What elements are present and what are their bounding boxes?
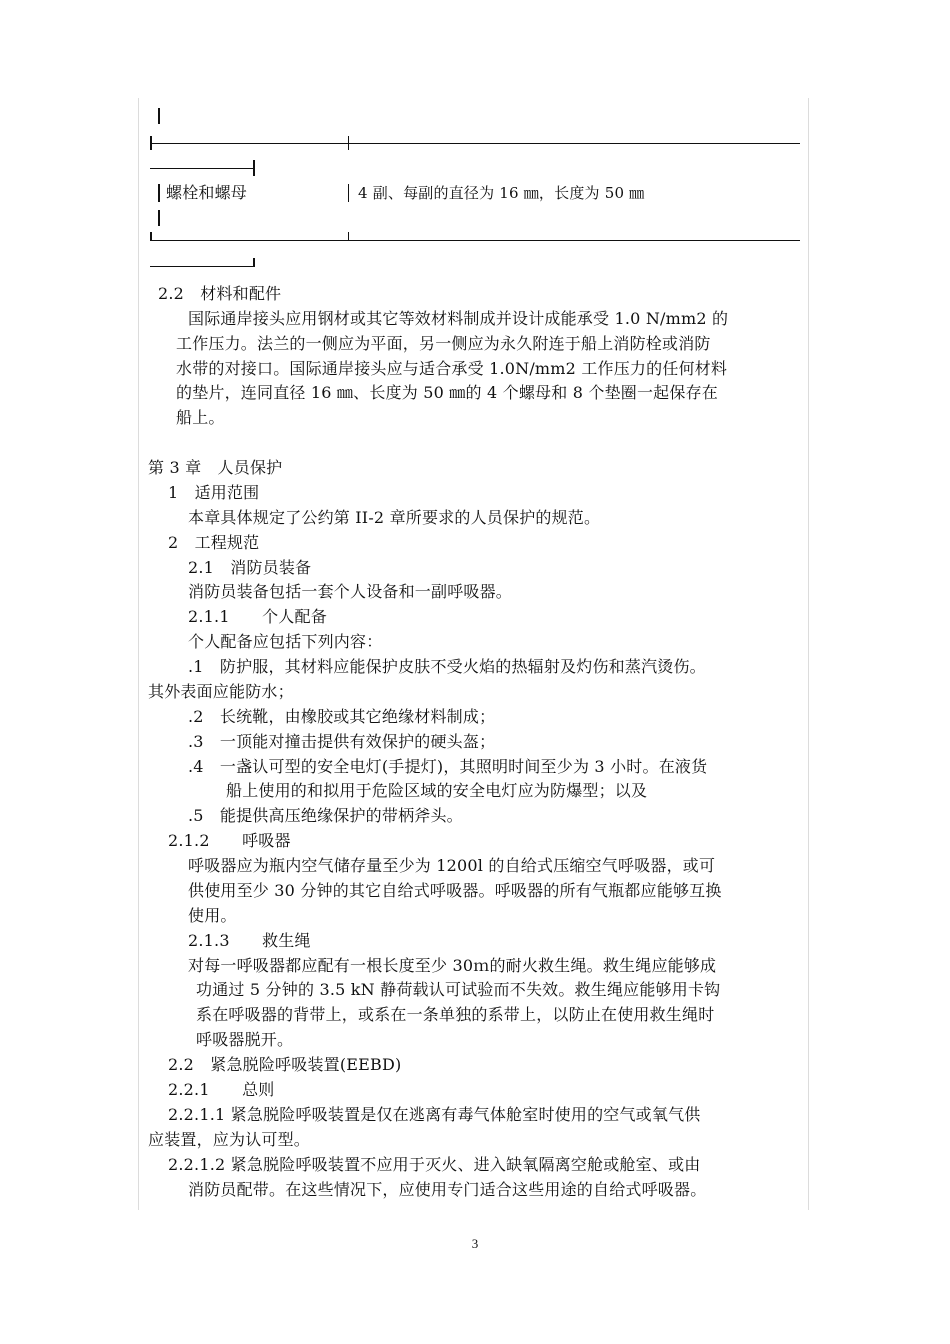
paragraph-line: 个人配备应包括下列内容： (188, 632, 383, 651)
section-heading: 2.2 紧急脱险呼吸装置(EEBD) (168, 1055, 402, 1074)
table-border (150, 168, 254, 169)
paragraph-line: 应装置，应为认可型。 (148, 1130, 311, 1149)
table-border (150, 266, 254, 267)
table-cell-value: 4 副、每副的直径为 16 ㎜，长度为 50 ㎜ (358, 184, 645, 202)
table-border (253, 160, 255, 176)
paragraph-line: 消防员配带。在这些情况下，应使用专门适合这些用途的自给式呼吸器。 (188, 1180, 707, 1199)
section-heading: 2.1.1 个人配备 (188, 607, 327, 626)
paragraph-line: 的垫片，连同直径 16 ㎜、长度为 50 ㎜的 4 个螺母和 8 个垫圈一起保存在 (176, 383, 718, 402)
paragraph-line: 船上。 (176, 408, 225, 427)
paragraph-line: 国际通岸接头应用钢材或其它等效材料制成并设计成能承受 1.0 N/mm2 的 (188, 309, 729, 328)
table-border (253, 258, 255, 267)
paragraph-line: 消防员装备包括一套个人设备和一副呼吸器。 (188, 582, 513, 601)
paragraph-line: 系在呼吸器的背带上，或系在一条单独的系带上，以防止在使用救生绳时 (196, 1005, 715, 1024)
list-item-continuation: 其外表面应能防水； (148, 682, 294, 701)
left-margin-rule (138, 98, 139, 1210)
table-border (348, 232, 349, 241)
paragraph-line: 功通过 5 分钟的 3.5 kN 静荷载认可试验而不失效。救生绳应能够用卡钩 (196, 980, 721, 999)
list-item: .1 防护服，其材料应能保护皮肤不受火焰的热辐射及灼伤和蒸汽烫伤。 (188, 657, 706, 676)
list-item: .5 能提供高压绝缘保护的带柄斧头。 (188, 806, 463, 825)
table-border (348, 184, 349, 202)
paragraph-line: 2.2.1.2 紧急脱险呼吸装置不应用于灭火、进入缺氧隔离空舱或舱室、或由 (168, 1155, 701, 1174)
section-heading: 2 工程规范 (168, 533, 260, 552)
list-item: .2 长统靴，由橡胶或其它绝缘材料制成； (188, 707, 496, 726)
chapter-heading: 第 3 章 人员保护 (148, 458, 283, 477)
page-number: 3 (471, 1236, 479, 1251)
list-item-continuation: 船上使用的和拟用于危险区域的安全电灯应为防爆型；以及 (226, 781, 648, 800)
list-item: .4 一盏认可型的安全电灯(手提灯)，其照明时间至少为 3 小时。在液货 (188, 757, 708, 776)
table-cell-label: 螺栓和螺母 (166, 183, 248, 202)
section-heading: 2.1 消防员装备 (188, 558, 312, 577)
paragraph-line: 使用。 (188, 906, 237, 925)
section-heading: 2.2.1 总则 (168, 1080, 275, 1099)
section-heading: 2.2 材料和配件 (158, 284, 282, 303)
paragraph-line: 本章具体规定了公约第 II-2 章所要求的人员保护的规范。 (188, 508, 601, 527)
section-heading: 2.1.2 呼吸器 (168, 831, 291, 850)
section-heading: 1 适用范围 (168, 483, 260, 502)
table-border (150, 143, 800, 144)
table-border (158, 184, 160, 202)
section-heading: 2.1.3 救生绳 (188, 931, 311, 950)
paragraph-line: 对每一呼吸器都应配有一根长度至少 30ｍ的耐火救生绳。救生绳应能够成 (188, 956, 717, 975)
paragraph-line: 工作压力。法兰的一侧应为平面，另一侧应为永久附连于船上消防栓或消防 (176, 334, 711, 353)
table-border (348, 136, 349, 150)
list-item: .3 一顶能对撞击提供有效保护的硬头盔； (188, 732, 496, 751)
right-margin-rule (808, 98, 809, 1210)
paragraph-line: 供使用至少 30 分钟的其它自给式呼吸器。呼吸器的所有气瓶都应能够互换 (188, 881, 722, 900)
table-border (158, 108, 160, 124)
paragraph-line: 呼吸器应为瓶内空气储存量至少为 1200l 的自给式压缩空气呼吸器，或可 (188, 856, 716, 875)
paragraph-line: 水带的对接口。国际通岸接头应与适合承受 1.0N/mm2 工作压力的任何材料 (176, 359, 728, 378)
table-border (150, 240, 800, 241)
paragraph-line: 呼吸器脱开。 (196, 1030, 294, 1049)
paragraph-line: 2.2.1.1 紧急脱险呼吸装置是仅在逃离有毒气体舱室时使用的空气或氧气供 (168, 1105, 701, 1124)
table-border (158, 210, 160, 226)
